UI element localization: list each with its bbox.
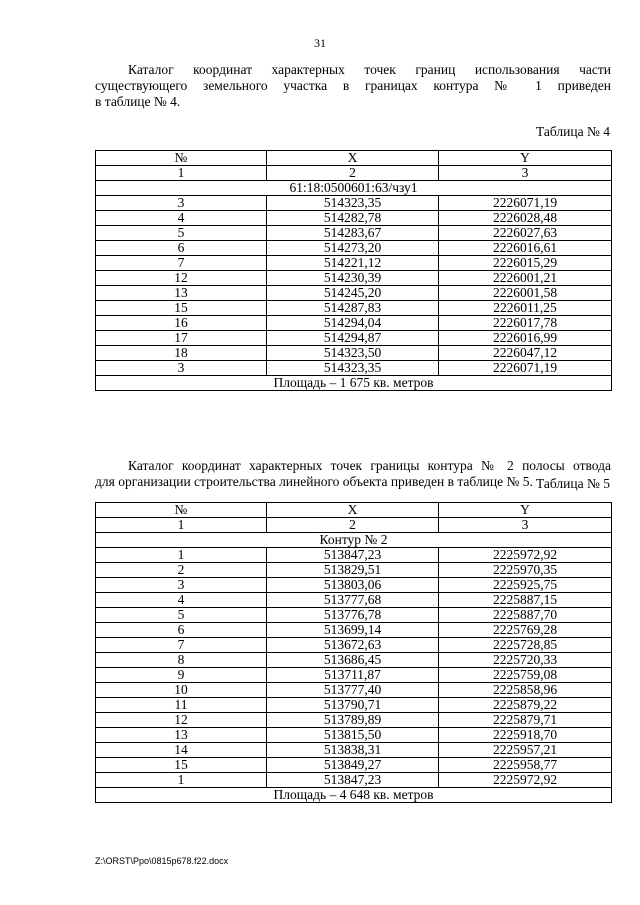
x-coordinate-cell: 514294,87 [267, 331, 439, 346]
area-row [96, 376, 612, 391]
table-row [96, 743, 612, 758]
table-row [96, 256, 612, 271]
table-row [96, 331, 612, 346]
area-cell: Площадь – 4 648 кв. метров [96, 788, 612, 803]
x-coordinate-cell: 513847,23 [267, 548, 439, 563]
y-coordinate-cell: 2226047,12 [439, 346, 612, 361]
table-row [96, 286, 612, 301]
catalog-paragraph-2 [95, 458, 611, 490]
table-row [96, 773, 612, 788]
point-number-cell: 5 [96, 608, 267, 623]
group-title-cell: 61:18:0500601:63/чзу1 [96, 181, 612, 196]
table-row [96, 196, 612, 211]
point-number-cell: 3 [96, 196, 267, 211]
table-row [96, 728, 612, 743]
x-coordinate-cell: 513790,71 [267, 698, 439, 713]
y-coordinate-cell: 2225887,70 [439, 608, 612, 623]
table-row [96, 638, 612, 653]
table-row [96, 361, 612, 376]
table-row [96, 578, 612, 593]
x-coordinate-cell: 514245,20 [267, 286, 439, 301]
paragraph-line: Каталог координат характерных точек границы контура № 2 полосы отвода [128, 458, 611, 473]
point-number-cell: 6 [96, 623, 267, 638]
table-row [96, 271, 612, 286]
table-row [96, 563, 612, 578]
x-coordinate-cell: 513672,63 [267, 638, 439, 653]
column-number-row [96, 166, 612, 181]
point-number-cell: 4 [96, 593, 267, 608]
point-number-cell: 11 [96, 698, 267, 713]
coordinates-table-5 [95, 502, 612, 803]
table-row [96, 346, 612, 361]
y-coordinate-cell: 2226016,99 [439, 331, 612, 346]
point-number-cell: 2 [96, 563, 267, 578]
point-number-cell: 9 [96, 668, 267, 683]
y-coordinate-cell: 2226015,29 [439, 256, 612, 271]
table-4-label: Таблица № 4 [536, 124, 610, 139]
y-coordinate-cell: 2225958,77 [439, 758, 612, 773]
column-number-cell: 2 [267, 166, 439, 181]
paragraph-line: в таблице № 4. [95, 94, 181, 109]
point-number-cell: 1 [96, 548, 267, 563]
x-coordinate-cell: 514294,04 [267, 316, 439, 331]
point-number-cell: 1 [96, 773, 267, 788]
column-number-cell: 3 [439, 518, 612, 533]
point-number-cell: 17 [96, 331, 267, 346]
x-coordinate-cell: 513711,87 [267, 668, 439, 683]
x-coordinate-cell: 513847,23 [267, 773, 439, 788]
y-coordinate-cell: 2225879,22 [439, 698, 612, 713]
point-number-cell: 5 [96, 226, 267, 241]
x-coordinate-cell: 514230,39 [267, 271, 439, 286]
page-number: 31 [314, 36, 326, 50]
y-coordinate-cell: 2226001,21 [439, 271, 612, 286]
y-coordinate-cell: 2225972,92 [439, 773, 612, 788]
table-row [96, 316, 612, 331]
column-number-cell: 1 [96, 518, 267, 533]
column-number-cell: 3 [439, 166, 612, 181]
y-coordinate-cell: 2225918,70 [439, 728, 612, 743]
y-coordinate-cell: 2225970,35 [439, 563, 612, 578]
x-coordinate-cell: 514323,35 [267, 361, 439, 376]
x-coordinate-cell: 513829,51 [267, 563, 439, 578]
x-coordinate-cell: 513838,31 [267, 743, 439, 758]
column-number-cell: 2 [267, 518, 439, 533]
table-row [96, 593, 612, 608]
point-number-cell: 3 [96, 578, 267, 593]
x-coordinate-cell: 514287,83 [267, 301, 439, 316]
y-coordinate-cell: 2226017,78 [439, 316, 612, 331]
x-coordinate-cell: 514282,78 [267, 211, 439, 226]
paragraph-line: существующего земельного участка в границах контура № 1 приведен [95, 78, 611, 93]
coordinates-table-4 [95, 150, 612, 391]
table-5-label: Таблица № 5 [536, 476, 610, 491]
group-title-row [96, 533, 612, 548]
x-coordinate-cell: 513699,14 [267, 623, 439, 638]
table-row [96, 623, 612, 638]
point-number-cell: 16 [96, 316, 267, 331]
x-coordinate-cell: 513815,50 [267, 728, 439, 743]
table-row [96, 683, 612, 698]
header-cell: X [267, 503, 439, 518]
x-coordinate-cell: 513776,78 [267, 608, 439, 623]
header-row [96, 151, 612, 166]
header-cell: Y [439, 151, 612, 166]
paragraph-line: для организации строительства линейного объекта приведен в таблице № 5. [95, 474, 533, 489]
x-coordinate-cell: 514221,12 [267, 256, 439, 271]
point-number-cell: 15 [96, 758, 267, 773]
point-number-cell: 15 [96, 301, 267, 316]
column-number-cell: 1 [96, 166, 267, 181]
y-coordinate-cell: 2226028,48 [439, 211, 612, 226]
header-cell: Y [439, 503, 612, 518]
y-coordinate-cell: 2225957,21 [439, 743, 612, 758]
y-coordinate-cell: 2226016,61 [439, 241, 612, 256]
header-cell: № [96, 503, 267, 518]
table-row [96, 653, 612, 668]
point-number-cell: 12 [96, 713, 267, 728]
group-title-cell: Контур № 2 [96, 533, 612, 548]
y-coordinate-cell: 2225858,96 [439, 683, 612, 698]
y-coordinate-cell: 2225887,15 [439, 593, 612, 608]
y-coordinate-cell: 2226071,19 [439, 196, 612, 211]
x-coordinate-cell: 513777,68 [267, 593, 439, 608]
point-number-cell: 13 [96, 286, 267, 301]
group-title-row [96, 181, 612, 196]
file-path-footer: Z:\ORST\Ppo\0815p678.f22.docx [95, 856, 229, 866]
point-number-cell: 8 [96, 653, 267, 668]
table-row [96, 713, 612, 728]
table-row [96, 241, 612, 256]
y-coordinate-cell: 2225972,92 [439, 548, 612, 563]
table-row [96, 301, 612, 316]
x-coordinate-cell: 513849,27 [267, 758, 439, 773]
paragraph-line: Каталог координат характерных точек границ использования части [128, 62, 611, 77]
catalog-paragraph-1 [95, 62, 611, 110]
column-number-row [96, 518, 612, 533]
header-cell: № [96, 151, 267, 166]
y-coordinate-cell: 2225879,71 [439, 713, 612, 728]
y-coordinate-cell: 2226027,63 [439, 226, 612, 241]
y-coordinate-cell: 2225759,08 [439, 668, 612, 683]
table-row [96, 548, 612, 563]
y-coordinate-cell: 2225720,33 [439, 653, 612, 668]
header-cell: X [267, 151, 439, 166]
point-number-cell: 14 [96, 743, 267, 758]
y-coordinate-cell: 2226071,19 [439, 361, 612, 376]
table-row [96, 608, 612, 623]
table-row [96, 698, 612, 713]
y-coordinate-cell: 2225728,85 [439, 638, 612, 653]
x-coordinate-cell: 514273,20 [267, 241, 439, 256]
x-coordinate-cell: 513789,89 [267, 713, 439, 728]
table-row [96, 211, 612, 226]
y-coordinate-cell: 2226011,25 [439, 301, 612, 316]
y-coordinate-cell: 2225925,75 [439, 578, 612, 593]
table-row [96, 758, 612, 773]
area-cell: Площадь – 1 675 кв. метров [96, 376, 612, 391]
y-coordinate-cell: 2225769,28 [439, 623, 612, 638]
point-number-cell: 12 [96, 271, 267, 286]
point-number-cell: 13 [96, 728, 267, 743]
area-row [96, 788, 612, 803]
x-coordinate-cell: 514323,35 [267, 196, 439, 211]
x-coordinate-cell: 513686,45 [267, 653, 439, 668]
x-coordinate-cell: 514283,67 [267, 226, 439, 241]
x-coordinate-cell: 514323,50 [267, 346, 439, 361]
point-number-cell: 7 [96, 638, 267, 653]
table-row [96, 226, 612, 241]
point-number-cell: 6 [96, 241, 267, 256]
point-number-cell: 10 [96, 683, 267, 698]
point-number-cell: 18 [96, 346, 267, 361]
point-number-cell: 7 [96, 256, 267, 271]
point-number-cell: 4 [96, 211, 267, 226]
point-number-cell: 3 [96, 361, 267, 376]
y-coordinate-cell: 2226001,58 [439, 286, 612, 301]
header-row [96, 503, 612, 518]
table-row [96, 668, 612, 683]
x-coordinate-cell: 513777,40 [267, 683, 439, 698]
x-coordinate-cell: 513803,06 [267, 578, 439, 593]
